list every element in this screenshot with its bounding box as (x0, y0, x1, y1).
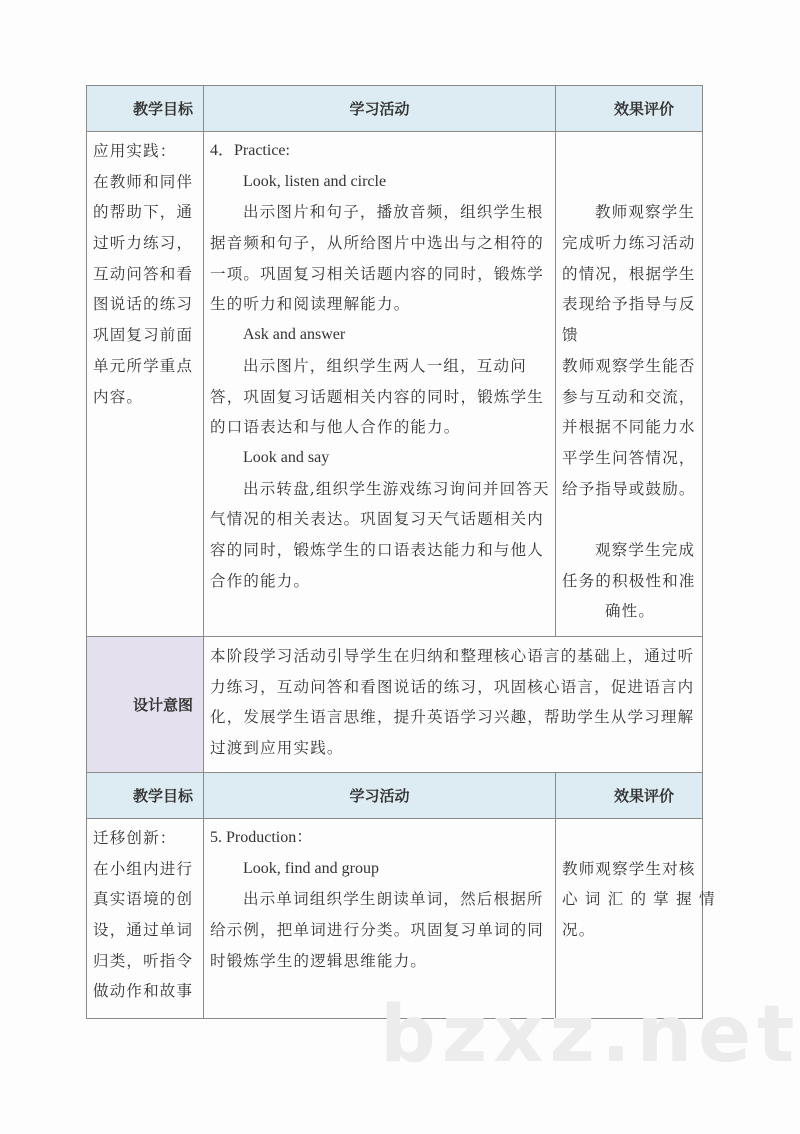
text-line: 的口语表达和与他人合作的能力。 (210, 418, 461, 437)
section2-evaluation-text (562, 823, 716, 946)
section1-evaluation-text (562, 136, 698, 627)
header-goal (86, 85, 204, 132)
text-line: 设，通过单词 (93, 921, 194, 940)
text-line: 迁移创新： (93, 829, 177, 847)
text-line: 观察学生完成 (595, 540, 696, 559)
text-line: Look, find and group (243, 859, 379, 877)
header-evaluation-label: 效果评价 (613, 100, 674, 118)
section2-evaluation-cell (555, 818, 716, 1019)
section1-activity-text (210, 136, 551, 596)
text-line: 时锻炼学生的逻辑思维能力。 (210, 951, 428, 970)
text-line: 巩固复习前面 (93, 326, 194, 345)
text-line: 出示单词组织学生朗读单词，然后根据所 (243, 890, 544, 909)
text-line: 图说话的练习 (93, 295, 194, 314)
text-line (562, 136, 698, 167)
text-line: 在教师和同伴 (93, 172, 194, 191)
text-line: 内容。 (93, 387, 144, 406)
design-text-cell (203, 636, 703, 773)
text-line: 并根据不同能力水 (562, 418, 696, 437)
text-line: 参与互动和交流， (562, 387, 696, 406)
text-line: Look and say (243, 448, 330, 466)
text-line: 教师观察学生对核 (562, 859, 696, 878)
text-line: 答，巩固复习话题相关内容的同时，锻炼学生 (210, 387, 545, 406)
text-line: 过听力练习， (93, 234, 194, 253)
header2-goal-label: 教学目标 (132, 787, 193, 805)
text-line: Ask and answer (243, 326, 346, 344)
design-text (210, 641, 698, 764)
text-line: 真实语境的创 (93, 890, 194, 909)
text-line: 力练习，互动问答和看图说话的练习，巩固核心语言，促进语言内 (210, 677, 695, 696)
text-line (562, 823, 698, 854)
section2-activity-cell (203, 818, 556, 1019)
text-line: 单元所学重点 (93, 356, 194, 375)
text-line: 出示图片和句子，播放音频，组织学生根 (243, 203, 544, 222)
header2-activity (203, 772, 556, 819)
text-line: 据音频和句子，从所给图片中选出与之相符的 (210, 234, 545, 253)
text-line: 生的听力和阅读理解能力。 (210, 295, 411, 314)
header-activity-label: 学习活动 (349, 100, 410, 118)
header2-evaluation-label: 效果评价 (613, 787, 674, 805)
text-line: 做动作和故事 (93, 982, 194, 1001)
text-line: 本阶段学习活动引导学生在归纳和整理核心语言的基础上，通过听 (210, 647, 695, 665)
text-line: 4．Practice: (210, 142, 290, 159)
header2-goal (86, 772, 204, 819)
text-line: 的情况，根据学生 (562, 264, 696, 283)
text-line: 给予指导或鼓励。 (562, 479, 696, 498)
text-line: 归类，听指令 (93, 951, 194, 970)
text-line: 化，发展学生语言思维，提升英语学习兴趣，帮助学生从学习理解 (210, 708, 695, 727)
text-line: 容的同时，锻炼学生的口语表达能力和与他人 (210, 540, 545, 559)
design-label-cell (86, 636, 204, 773)
text-line: 气情况的相关表达。巩固复习天气话题相关内 (210, 510, 545, 529)
text-line: 确性。 (604, 602, 656, 621)
section1-evaluation-cell (555, 131, 703, 637)
section1-activity-cell (203, 131, 556, 637)
text-line: 互动问答和看 (93, 264, 194, 283)
header-evaluation (555, 85, 703, 132)
text-line: 给示例，把单词进行分类。巩固复习单词的同 (210, 921, 545, 940)
watermark: bzxz.net (380, 990, 800, 1080)
text-line (562, 504, 698, 535)
text-line: 完成听力练习活动 (562, 234, 696, 253)
text-line: 应用实践： (93, 142, 177, 160)
section1-goal-text (93, 136, 199, 412)
text-line: 平学生问答情况， (562, 448, 696, 467)
text-line: 教师观察学生能否 (562, 356, 696, 375)
text-line: 在小组内进行 (93, 859, 194, 878)
text-line: 教师观察学生 (595, 203, 696, 222)
text-line: 过渡到应用实践。 (210, 739, 344, 758)
section1-goal-cell (86, 131, 204, 637)
text-line: Look, listen and circle (243, 172, 387, 190)
text-line: 表现给予指导与反 (562, 295, 696, 314)
header-goal-label: 教学目标 (132, 100, 193, 118)
text-line: 馈 (562, 326, 579, 345)
text-line: 的帮助下，通 (93, 203, 194, 222)
section2-goal-cell (86, 818, 204, 1019)
design-label: 设计意图 (132, 696, 193, 714)
header2-activity-label: 学习活动 (349, 787, 410, 805)
section2-activity-text (210, 823, 551, 976)
text-line: 一项。巩固复习相关话题内容的同时，锻炼学 (210, 264, 545, 283)
text-line: 出示转盘,组织学生游戏练习询问并回答天 (243, 479, 550, 498)
text-line: 出示图片，组织学生两人一组，互动问 (243, 356, 527, 375)
header2-evaluation (555, 772, 703, 819)
text-line: 心 词 汇 的 掌 握 情 (562, 890, 716, 909)
text-line: 5. Production： (210, 829, 313, 846)
text-line (562, 167, 698, 198)
text-line: 合作的能力。 (210, 571, 311, 590)
text-line: 任务的积极性和准 (562, 571, 696, 590)
header-activity (203, 85, 556, 132)
text-line: 况。 (562, 921, 596, 940)
section2-goal-text (93, 823, 199, 1007)
